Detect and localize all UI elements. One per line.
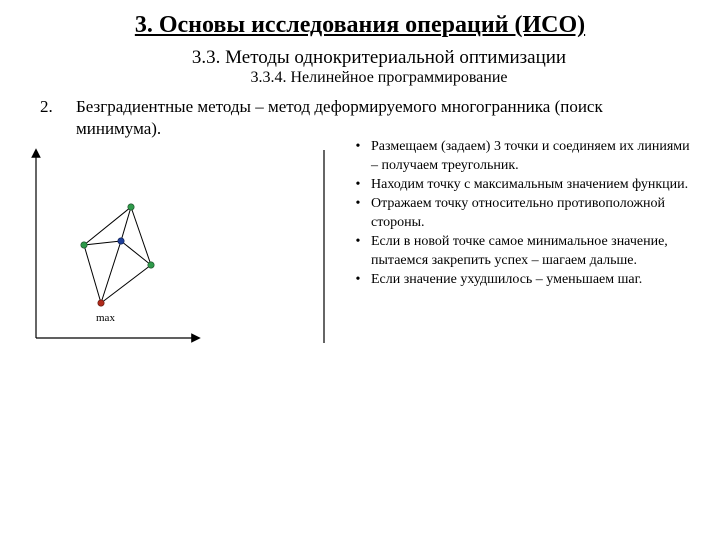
max-label: max [96,312,115,324]
list-item [352,270,697,289]
vertex-max [98,300,104,306]
vertex-center [118,238,124,244]
list-item-text: Находим точку с максимальным значением функции. [371,177,689,192]
vertex-left [81,242,87,248]
list-item [352,194,697,232]
bullet-dot: • [355,139,361,154]
bullet-dot: • [355,234,361,249]
item-text: Безградиентные методы – метод деформируемого многогранника (поиск минимума). [76,97,603,138]
list-item-text: Если в новой точке самое минимальное значение, пытаемся закрепить успех – шагаем дальше. [371,234,668,268]
steps-list [352,137,697,289]
section-subtitle: 3.3. Методы однокритериальной оптимизации [191,47,567,68]
bullet-dot: • [355,196,361,211]
list-item [352,175,697,194]
polyhedron-edges [84,207,151,303]
list-item-text: Отражаем точку относительно противоположной стороны. [371,196,665,230]
list-item [352,232,697,270]
list-item-text: Если значение ухудшилось – уменьшаем шаг. [371,272,643,287]
slide-title: 3. Основы исследования операций (ИСО) [134,12,586,38]
subsection-subtitle: 3.3.4. Нелинейное программирование [250,69,508,86]
list-item-text: Размещаем (задаем) 3 точки и соединяем их линиями – получаем треугольник. [371,139,690,173]
vertex-right [148,262,154,268]
item-number: 2. [40,97,53,116]
vertex-top [128,204,134,210]
bullet-dot: • [355,177,361,192]
bullet-dot: • [355,272,361,287]
list-item [352,137,697,175]
